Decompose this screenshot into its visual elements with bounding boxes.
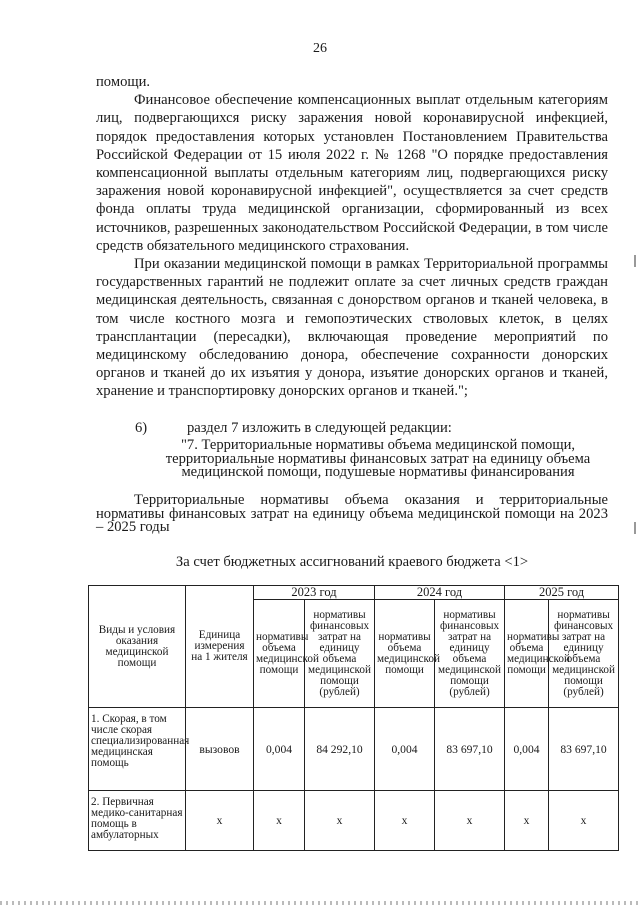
scan-mark [634, 522, 636, 534]
table-row [89, 708, 619, 791]
paragraph-compensation: Финансовое обеспечение компенсационных выплат отдельным категориям лиц, подвергающихся риску заражения новой коронавирусной инфекцией, порядок предоставления которых установлен Постановлением Правительства Российской Федерации от 15 июля 2022 г. № 1268 "О порядке предоставления компенсационной выплаты отдельным категориям лиц, подвергающихся риску заражения новой коронавирусной инфекцией", осуществляется за счет средств фонда оплаты труда медицинской организации, сформированный из всех источников, разрешенных законодательством Российской Федерации, в том числе средств обязательного медицинского страхования. [96, 92, 608, 254]
cell-value: x [549, 791, 619, 851]
row-name: 1. Скорая, в том числе скорая специализированная медицинская помощь [89, 708, 186, 791]
header-cost-2025: нормативы финансовых затрат на единицу объема медицинской помощи (рублей) [549, 600, 619, 708]
table-heading [96, 494, 608, 535]
budget-caption: За счет бюджетных ассигнований краевого бюджета <1> [175, 554, 529, 570]
cell-value: 0,004 [505, 708, 549, 791]
table-heading-text: Территориальные нормативы объема оказания и территориальные нормативы финансовых затрат на единицу объема медицинской помощи на 2023 – 2025 годы [96, 492, 608, 535]
row-unit: вызовов [186, 708, 254, 791]
scan-edge-artifact [0, 901, 640, 905]
cell-value: 83 697,10 [549, 708, 619, 791]
header-norm-2024: нормативы объема медицинской помощи [375, 600, 435, 708]
item-number: 6) [135, 420, 148, 436]
paragraph-continuation: помощи. [96, 74, 151, 90]
header-unit: Единица измерения на 1 жителя [186, 586, 254, 708]
row-unit: x [186, 791, 254, 851]
header-norm-2023: нормативы объема медицинской помощи [254, 600, 305, 708]
cell-value: x [435, 791, 505, 851]
header-kind: Виды и условия оказания медицинской помощи [89, 586, 186, 708]
header-cost-2023: нормативы финансовых затрат на единицу объема медицинской помощи (рублей) [305, 600, 375, 708]
body-text [96, 73, 608, 401]
cell-value: x [375, 791, 435, 851]
page-number: 26 [313, 41, 327, 56]
scan-mark [634, 255, 636, 267]
list-item-6 [135, 420, 452, 437]
header-year-2023: 2023 год [254, 586, 375, 600]
header-year-2024: 2024 год [375, 586, 505, 600]
cell-value: 0,004 [375, 708, 435, 791]
table-row [89, 791, 619, 851]
row-name: 2. Первичная медико-санитарная помощь в амбулаторных [89, 791, 186, 851]
cell-value: 83 697,10 [435, 708, 505, 791]
cell-value: 0,004 [254, 708, 305, 791]
cell-value: x [505, 791, 549, 851]
header-norm-2025: нормативы объема медицинской помощи [505, 600, 549, 708]
section-7-title: "7. Территориальные нормативы объема медицинской помощи, территориальные нормативы финансовых затрат на единицу объема медицинской помощи, подушевые нормативы финансирования [165, 437, 591, 480]
norms-table [88, 585, 619, 851]
header-cost-2024: нормативы финансовых затрат на единицу объема медицинской помощи (рублей) [435, 600, 505, 708]
cell-value: x [305, 791, 375, 851]
cell-value: x [254, 791, 305, 851]
paragraph-donation: При оказании медицинской помощи в рамках Территориальной программы государственных гарантий не подлежит оплате за счет личных средств граждан медицинская деятельность, связанная с донорством органов и тканей человека, в том числе костного мозга и гемопоэтических стволовых клеток, в целях трансплантации (пересадки), включающая проведение мероприятий по медицинскому обследованию донора, обеспечение сохранности донорских органов и тканей до их изъятия у донора, изъятие донорских органов и тканей, хранение и транспортировку донорских органов и тканей."; [96, 256, 608, 400]
header-year-2025: 2025 год [505, 586, 619, 600]
item-text: раздел 7 изложить в следующей редакции: [187, 420, 452, 436]
cell-value: 84 292,10 [305, 708, 375, 791]
